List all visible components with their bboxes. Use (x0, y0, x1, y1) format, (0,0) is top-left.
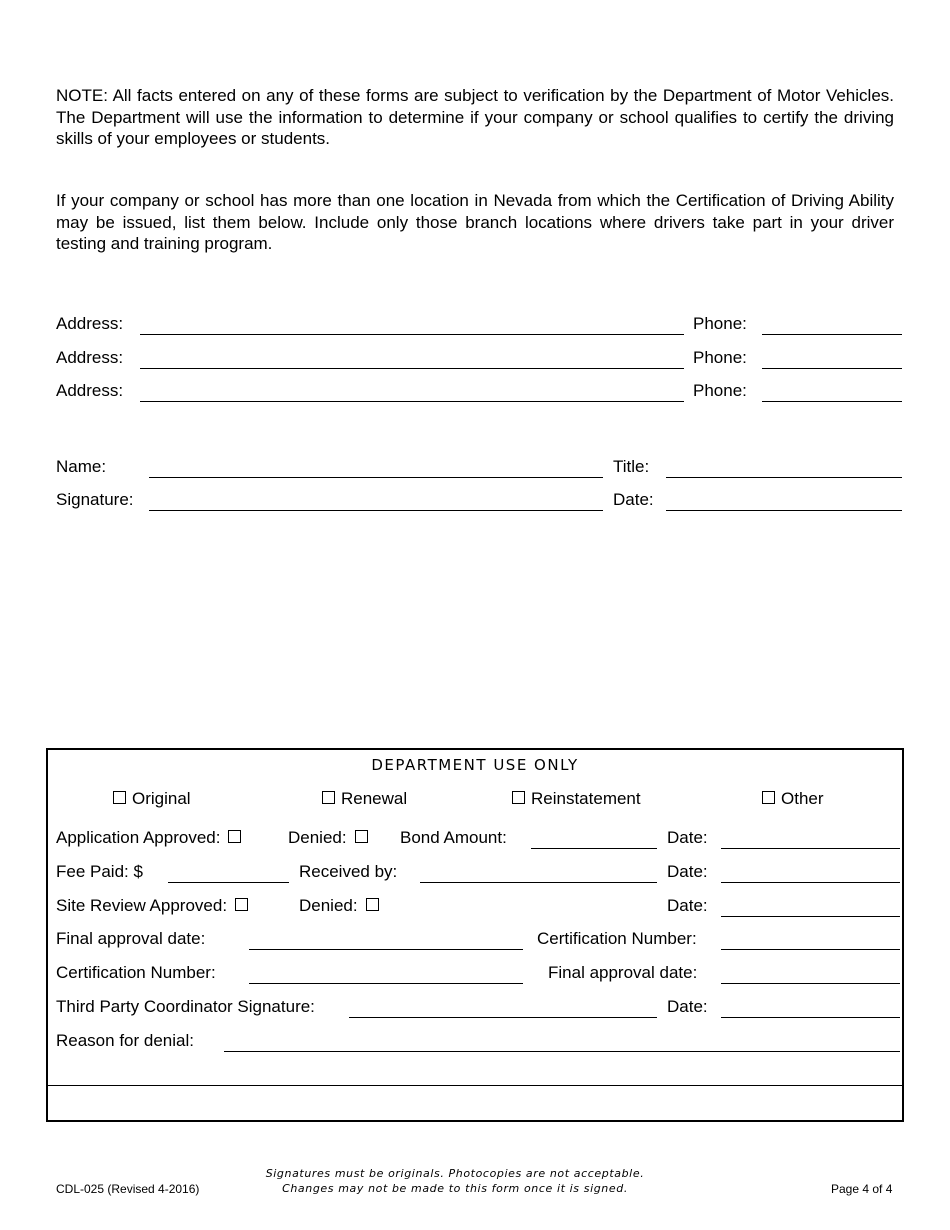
site-review-denied: Denied: (299, 896, 379, 916)
date-label: Date: (667, 828, 708, 847)
bond-amount-field[interactable] (531, 848, 657, 849)
date-label: Date: (667, 862, 708, 881)
phone-label: Phone: (693, 381, 747, 400)
final-approval-label: Final approval date: (56, 929, 206, 948)
received-by-label: Received by: (299, 862, 398, 881)
app-approved-checkbox-icon[interactable] (228, 830, 241, 843)
cert-number-label: Certification Number: (56, 963, 216, 982)
date-field[interactable] (666, 510, 902, 511)
phone-field-1[interactable] (762, 334, 902, 335)
address-label: Address: (56, 381, 124, 400)
app-approved: Application Approved: (56, 828, 241, 848)
checkbox-icon[interactable] (322, 791, 335, 804)
final-approval-field-2[interactable] (721, 983, 900, 984)
form-id: CDL-025 (Revised 4-2016) (56, 1182, 200, 1196)
address-field-1[interactable] (140, 334, 684, 335)
type-reinstatement[interactable]: Reinstatement (512, 789, 641, 809)
phone-field-3[interactable] (762, 401, 902, 402)
reason-line-2[interactable] (48, 1085, 902, 1086)
app-denied-checkbox-icon[interactable] (355, 830, 368, 843)
phone-field-2[interactable] (762, 368, 902, 369)
coordinator-date-field[interactable] (721, 1017, 900, 1018)
title-field[interactable] (666, 477, 902, 478)
type-other[interactable]: Other (762, 789, 824, 809)
reason-for-denial-field[interactable] (224, 1051, 900, 1052)
address-field-3[interactable] (140, 401, 684, 402)
address-label: Address: (56, 314, 124, 333)
cert-number-field-2[interactable] (249, 983, 523, 984)
type-renewal[interactable]: Renewal (322, 789, 407, 809)
reason-for-denial-label: Reason for denial: (56, 1031, 194, 1050)
site-denied-checkbox-icon[interactable] (366, 898, 379, 911)
signature-label: Signature: (56, 490, 134, 509)
checkbox-icon[interactable] (762, 791, 775, 804)
note-paragraph: NOTE: All facts entered on any of these forms are subject to verification by the Department of Motor Vehicles. The Department will use the information to determine if your company or school qualifies to certify the driving skills of your employees or students. (56, 86, 894, 148)
address-label: Address: (56, 348, 124, 367)
final-approval-field[interactable] (249, 949, 523, 950)
coordinator-signature-label: Third Party Coordinator Signature: (56, 997, 315, 1016)
received-by-field[interactable] (420, 882, 657, 883)
type-original[interactable]: Original (113, 789, 191, 809)
cert-number-field[interactable] (721, 949, 900, 950)
site-review-date-field[interactable] (721, 916, 900, 917)
signature-field[interactable] (149, 510, 603, 511)
phone-label: Phone: (693, 348, 747, 367)
coordinator-signature-field[interactable] (349, 1017, 657, 1018)
bond-amount-label: Bond Amount: (400, 828, 507, 847)
page-number: Page 4 of 4 (831, 1182, 893, 1196)
date-label: Date: (613, 490, 654, 509)
site-review-checkbox-icon[interactable] (235, 898, 248, 911)
title-label: Title: (613, 457, 650, 476)
site-review-approved: Site Review Approved: (56, 896, 248, 916)
intro-paragraph: If your company or school has more than one location in Nevada from which the Certification of Driving Ability may be issued, list them below. Include only those branch locations where drivers take part in your driver testing and training program. (56, 191, 894, 253)
notice-line-1: Signatures must be originals. Photocopies are not acceptable. (265, 1167, 645, 1180)
received-date-field[interactable] (721, 882, 900, 883)
approval-date-field[interactable] (721, 848, 900, 849)
date-label: Date: (667, 896, 708, 915)
final-approval-label: Final approval date: (548, 963, 698, 982)
date-label: Date: (667, 997, 708, 1016)
cert-number-label: Certification Number: (537, 929, 697, 948)
name-label: Name: (56, 457, 107, 476)
app-denied: Denied: (288, 828, 368, 848)
name-field[interactable] (149, 477, 603, 478)
checkbox-icon[interactable] (512, 791, 525, 804)
checkbox-icon[interactable] (113, 791, 126, 804)
phone-label: Phone: (693, 314, 747, 333)
fee-paid-field[interactable] (168, 882, 289, 883)
address-field-2[interactable] (140, 368, 684, 369)
notice-line-2: Changes may not be made to this form once it is signed. (282, 1182, 628, 1195)
fee-paid-label: Fee Paid: $ (56, 862, 143, 881)
department-title: DEPARTMENT USE ONLY (371, 756, 579, 774)
signature-notice (240, 1166, 670, 1196)
